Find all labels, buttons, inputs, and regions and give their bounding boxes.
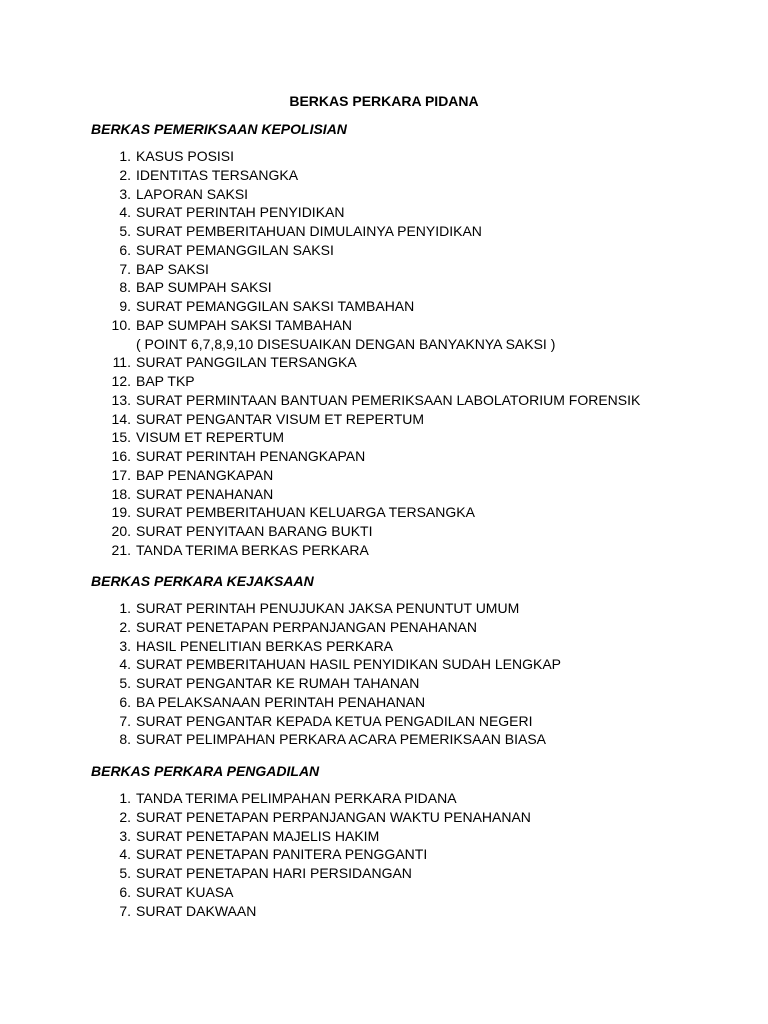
- item-text: BAP PENANGKAPAN: [136, 466, 274, 483]
- item-number: 15.: [111, 429, 131, 446]
- section-heading-pengadilan: BERKAS PERKARA PENGADILAN: [91, 763, 320, 779]
- item-text: SURAT PERMINTAAN BANTUAN PEMERIKSAAN LABOLATORIUM FORENSIK: [136, 391, 641, 408]
- item-number: 16.: [111, 448, 131, 464]
- section-heading-kejaksaan: BERKAS PERKARA KEJAKSAAN: [91, 573, 314, 589]
- item-text: SURAT PENETAPAN HARI PERSIDANGAN: [136, 865, 412, 881]
- item-number: 5.: [119, 865, 131, 881]
- item-number: 2.: [119, 808, 131, 825]
- item-text: BAP SUMPAH SAKSI: [136, 279, 272, 296]
- item-text: SURAT PENETAPAN PERPANJANGAN PENAHANAN: [136, 618, 477, 635]
- item-number: 4.: [119, 204, 131, 221]
- item-number: 14.: [111, 410, 131, 427]
- item-number: 19.: [111, 504, 131, 521]
- item-text: SURAT PENGANTAR KEPADA KETUA PENGADILAN NEGERI: [136, 712, 533, 729]
- item-number: 2.: [119, 166, 131, 183]
- item-text: KASUS POSISI: [136, 148, 235, 164]
- item-number: 5.: [119, 223, 131, 239]
- item-number: 9.: [119, 298, 131, 314]
- item-number: 1.: [119, 790, 131, 806]
- item-text: SURAT PERINTAH PENYIDIKAN: [136, 204, 345, 221]
- item-text: BAP TKP: [136, 373, 195, 389]
- item-text: IDENTITAS TERSANGKA: [136, 166, 299, 183]
- item-text: SURAT PEMBERITAHUAN KELUARGA TERSANGKA: [136, 504, 475, 521]
- item-number: 7.: [119, 712, 131, 729]
- item-text: BAP SUMPAH SAKSI TAMBAHAN: [136, 316, 353, 333]
- item-number: 10.: [111, 316, 131, 333]
- item-number: 8.: [119, 731, 131, 748]
- item-number: 3.: [119, 185, 131, 202]
- item-number: 6.: [119, 241, 131, 258]
- item-text: SURAT PERINTAH PENANGKAPAN: [136, 448, 366, 464]
- item-text: BAP SAKSI: [136, 260, 209, 277]
- item-number: 18.: [111, 485, 131, 502]
- item-text: SURAT DAKWAAN: [136, 902, 257, 919]
- item-number: 6.: [119, 883, 131, 900]
- item-text: VISUM ET REPERTUM: [136, 429, 285, 446]
- item-text: SURAT KUASA: [136, 883, 234, 900]
- item-number: 3.: [119, 827, 131, 844]
- item-text: SURAT PENETAPAN PERPANJANGAN WAKTU PENAHANAN: [136, 808, 531, 825]
- item-number: 7.: [119, 902, 131, 919]
- item-text: SURAT PENETAPAN MAJELIS HAKIM: [136, 827, 380, 844]
- item-number: 5.: [119, 675, 131, 691]
- item-number: 11.: [112, 354, 131, 371]
- item-number: 7.: [119, 260, 131, 277]
- item-number: 1.: [119, 600, 131, 616]
- item-text: BA PELAKSANAAN PERINTAH PENAHANAN: [136, 693, 426, 710]
- item-text: SURAT PEMANGGILAN SAKSI TAMBAHAN: [136, 298, 415, 314]
- item-text: TANDA TERIMA PELIMPAHAN PERKARA PIDANA: [136, 790, 457, 806]
- item-number: 20.: [111, 523, 131, 539]
- item-text: TANDA TERIMA BERKAS PERKARA: [136, 541, 369, 558]
- item-number: 21.: [111, 541, 131, 558]
- item-number: 4.: [119, 846, 131, 863]
- item-text: SURAT PERINTAH PENUJUKAN JAKSA PENUNTUT UMUM: [136, 600, 520, 616]
- item-text: HASIL PENELITIAN BERKAS PERKARA: [136, 637, 394, 654]
- item-text: SURAT PELIMPAHAN PERKARA ACARA PEMERIKSAAN BIASA: [136, 731, 547, 748]
- item-number: 2.: [119, 618, 131, 635]
- item-text: SURAT PENAHANAN: [136, 485, 274, 502]
- item-number: 4.: [119, 656, 131, 673]
- item-text: SURAT PENETAPAN PANITERA PENGGANTI: [136, 846, 428, 863]
- item-text: SURAT PENYITAAN BARANG BUKTI: [136, 523, 373, 539]
- item-text: SURAT PEMBERITAHUAN HASIL PENYIDIKAN SUDAH LENGKAP: [136, 656, 562, 673]
- item-number: 12.: [111, 373, 131, 389]
- item-number: 6.: [119, 693, 131, 710]
- item-number: 13.: [111, 391, 131, 408]
- item-text: LAPORAN SAKSI: [136, 185, 249, 202]
- item-text: SURAT PENGANTAR KE RUMAH TAHANAN: [136, 675, 420, 691]
- item-text: SURAT PEMBERITAHUAN DIMULAINYA PENYIDIKAN: [136, 223, 482, 239]
- item-text: SURAT PANGGILAN TERSANGKA: [136, 354, 357, 371]
- section-heading-kepolisian: BERKAS PEMERIKSAAN KEPOLISIAN: [91, 121, 347, 137]
- item-number: 8.: [119, 279, 131, 296]
- item-text: SURAT PENGANTAR VISUM ET REPERTUM: [136, 410, 425, 427]
- item-number: 17.: [111, 466, 131, 483]
- item-number: 1.: [119, 148, 131, 164]
- item-text: SURAT PEMANGGILAN SAKSI: [136, 241, 334, 258]
- document-title: BERKAS PERKARA PIDANA: [289, 93, 479, 109]
- item-number: 3.: [119, 637, 131, 654]
- note-text: ( POINT 6,7,8,9,10 DISESUAIKAN DENGAN BANYAKNYA SAKSI ): [136, 335, 556, 352]
